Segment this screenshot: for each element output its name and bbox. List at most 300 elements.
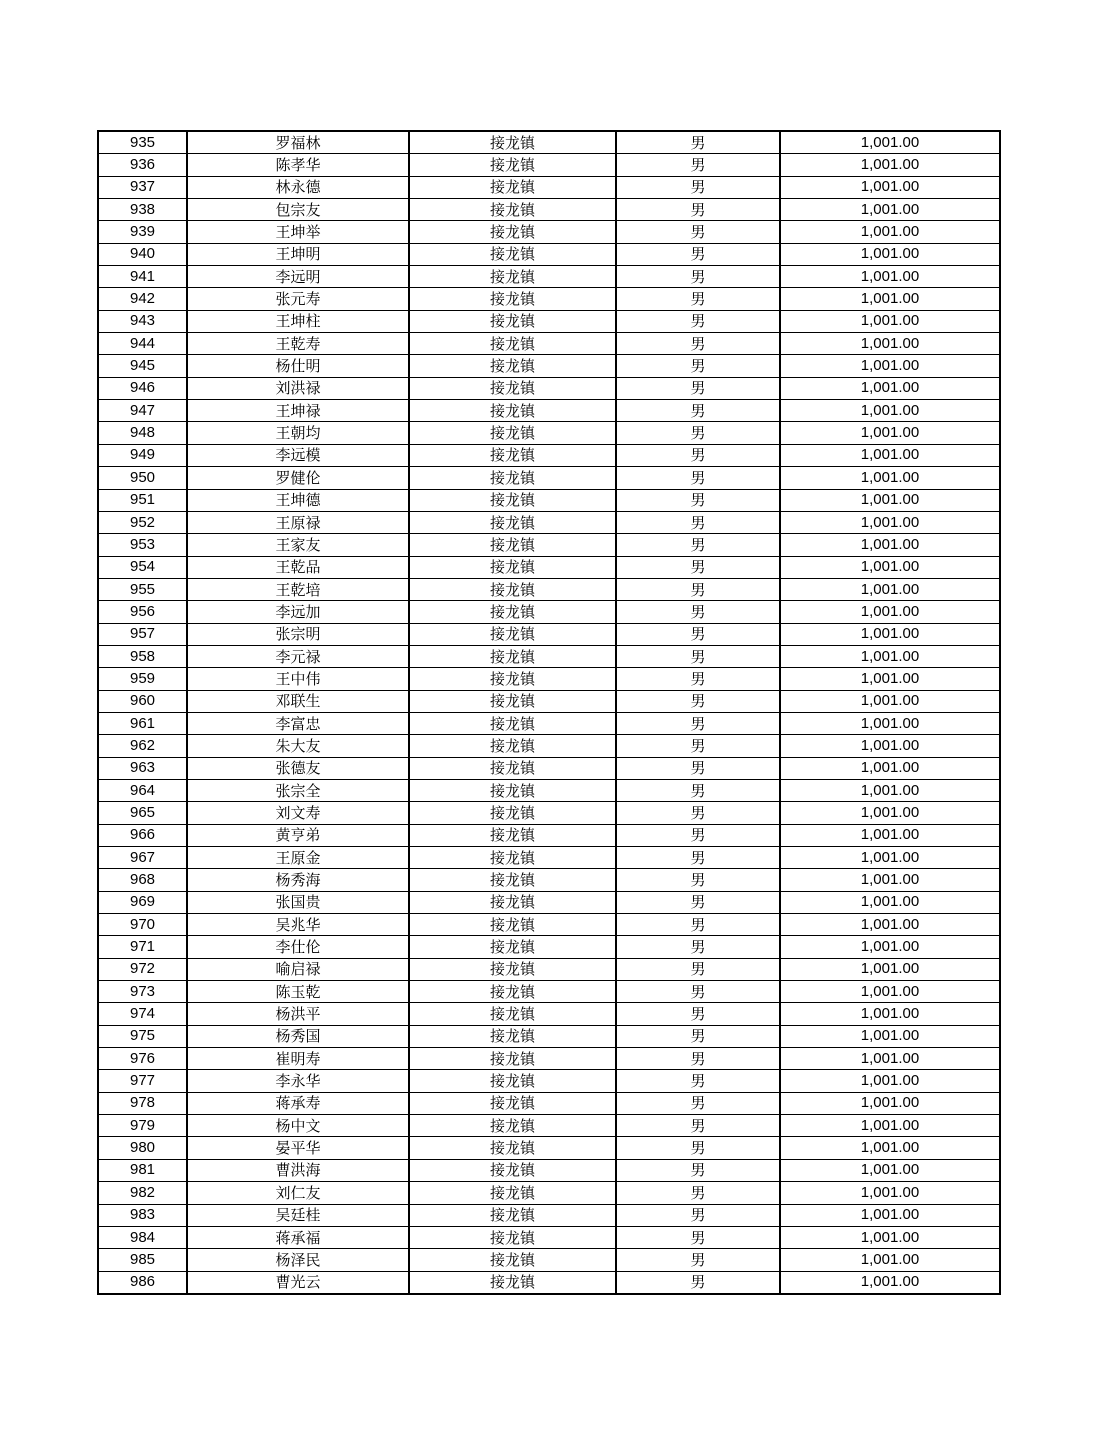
town-cell: 接龙镇 (409, 779, 616, 801)
amount-cell: 1,001.00 (780, 757, 1000, 779)
amount-cell: 1,001.00 (780, 511, 1000, 533)
amount-cell: 1,001.00 (780, 936, 1000, 958)
gender-cell: 男 (616, 377, 780, 399)
name-cell: 李永华 (187, 1070, 409, 1092)
name-cell: 张宗全 (187, 779, 409, 801)
town-cell: 接龙镇 (409, 243, 616, 265)
town-cell: 接龙镇 (409, 377, 616, 399)
row-number-cell: 977 (98, 1070, 187, 1092)
amount-cell: 1,001.00 (780, 1115, 1000, 1137)
town-cell: 接龙镇 (409, 578, 616, 600)
gender-cell: 男 (616, 154, 780, 176)
amount-cell: 1,001.00 (780, 489, 1000, 511)
table-row (98, 266, 1000, 288)
table-row (98, 802, 1000, 824)
row-number-cell: 978 (98, 1092, 187, 1114)
table-row (98, 1271, 1000, 1294)
name-cell: 崔明寿 (187, 1048, 409, 1070)
amount-cell: 1,001.00 (780, 1182, 1000, 1204)
town-cell: 接龙镇 (409, 310, 616, 332)
row-number-cell: 942 (98, 288, 187, 310)
amount-cell: 1,001.00 (780, 243, 1000, 265)
row-number-cell: 950 (98, 467, 187, 489)
town-cell: 接龙镇 (409, 936, 616, 958)
amount-cell: 1,001.00 (780, 1226, 1000, 1248)
town-cell: 接龙镇 (409, 422, 616, 444)
row-number-cell: 962 (98, 735, 187, 757)
amount-cell: 1,001.00 (780, 779, 1000, 801)
row-number-cell: 974 (98, 1003, 187, 1025)
town-cell: 接龙镇 (409, 1092, 616, 1114)
row-number-cell: 957 (98, 623, 187, 645)
table-row (98, 400, 1000, 422)
amount-cell: 1,001.00 (780, 221, 1000, 243)
town-cell: 接龙镇 (409, 1249, 616, 1271)
name-cell: 张宗明 (187, 623, 409, 645)
table-row (98, 1092, 1000, 1114)
table-row (98, 1249, 1000, 1271)
name-cell: 王乾寿 (187, 333, 409, 355)
town-cell: 接龙镇 (409, 958, 616, 980)
town-cell: 接龙镇 (409, 154, 616, 176)
table-row (98, 958, 1000, 980)
gender-cell: 男 (616, 131, 780, 154)
name-cell: 包宗友 (187, 199, 409, 221)
amount-cell: 1,001.00 (780, 869, 1000, 891)
gender-cell: 男 (616, 288, 780, 310)
name-cell: 王原金 (187, 847, 409, 869)
row-number-cell: 940 (98, 243, 187, 265)
amount-cell: 1,001.00 (780, 199, 1000, 221)
table-row (98, 869, 1000, 891)
town-cell: 接龙镇 (409, 869, 616, 891)
table-row (98, 623, 1000, 645)
table-row (98, 467, 1000, 489)
row-number-cell: 944 (98, 333, 187, 355)
gender-cell: 男 (616, 1137, 780, 1159)
table-row (98, 1003, 1000, 1025)
name-cell: 王乾品 (187, 556, 409, 578)
town-cell: 接龙镇 (409, 1159, 616, 1181)
table-row (98, 757, 1000, 779)
name-cell: 张国贵 (187, 891, 409, 913)
amount-cell: 1,001.00 (780, 1092, 1000, 1114)
table-row (98, 601, 1000, 623)
gender-cell: 男 (616, 690, 780, 712)
gender-cell: 男 (616, 735, 780, 757)
amount-cell: 1,001.00 (780, 914, 1000, 936)
gender-cell: 男 (616, 891, 780, 913)
name-cell: 杨中文 (187, 1115, 409, 1137)
name-cell: 王坤举 (187, 221, 409, 243)
gender-cell: 男 (616, 467, 780, 489)
gender-cell: 男 (616, 802, 780, 824)
table-row (98, 1204, 1000, 1226)
gender-cell: 男 (616, 847, 780, 869)
name-cell: 晏平华 (187, 1137, 409, 1159)
gender-cell: 男 (616, 1226, 780, 1248)
amount-cell: 1,001.00 (780, 690, 1000, 712)
table-row (98, 1137, 1000, 1159)
amount-cell: 1,001.00 (780, 1070, 1000, 1092)
gender-cell: 男 (616, 1025, 780, 1047)
name-cell: 王坤柱 (187, 310, 409, 332)
town-cell: 接龙镇 (409, 712, 616, 734)
name-cell: 陈玉乾 (187, 981, 409, 1003)
name-cell: 李富忠 (187, 712, 409, 734)
gender-cell: 男 (616, 176, 780, 198)
row-number-cell: 966 (98, 824, 187, 846)
table-row (98, 891, 1000, 913)
gender-cell: 男 (616, 1003, 780, 1025)
name-cell: 吴兆华 (187, 914, 409, 936)
name-cell: 李仕伦 (187, 936, 409, 958)
town-cell: 接龙镇 (409, 668, 616, 690)
gender-cell: 男 (616, 712, 780, 734)
row-number-cell: 953 (98, 534, 187, 556)
name-cell: 王坤德 (187, 489, 409, 511)
amount-cell: 1,001.00 (780, 355, 1000, 377)
name-cell: 李元禄 (187, 645, 409, 667)
gender-cell: 男 (616, 779, 780, 801)
amount-cell: 1,001.00 (780, 645, 1000, 667)
row-number-cell: 982 (98, 1182, 187, 1204)
name-cell: 朱大友 (187, 735, 409, 757)
row-number-cell: 972 (98, 958, 187, 980)
gender-cell: 男 (616, 199, 780, 221)
gender-cell: 男 (616, 757, 780, 779)
town-cell: 接龙镇 (409, 802, 616, 824)
gender-cell: 男 (616, 1092, 780, 1114)
gender-cell: 男 (616, 958, 780, 980)
table-row (98, 668, 1000, 690)
name-cell: 刘仁友 (187, 1182, 409, 1204)
gender-cell: 男 (616, 534, 780, 556)
amount-cell: 1,001.00 (780, 578, 1000, 600)
amount-cell: 1,001.00 (780, 154, 1000, 176)
name-cell: 李远模 (187, 444, 409, 466)
name-cell: 杨秀海 (187, 869, 409, 891)
name-cell: 王朝均 (187, 422, 409, 444)
row-number-cell: 984 (98, 1226, 187, 1248)
table-body (98, 131, 1000, 1294)
name-cell: 杨洪平 (187, 1003, 409, 1025)
gender-cell: 男 (616, 243, 780, 265)
table-row (98, 1048, 1000, 1070)
town-cell: 接龙镇 (409, 1226, 616, 1248)
row-number-cell: 963 (98, 757, 187, 779)
name-cell: 杨仕明 (187, 355, 409, 377)
name-cell: 罗福林 (187, 131, 409, 154)
row-number-cell: 979 (98, 1115, 187, 1137)
table-row (98, 310, 1000, 332)
table-row (98, 288, 1000, 310)
amount-cell: 1,001.00 (780, 288, 1000, 310)
town-cell: 接龙镇 (409, 131, 616, 154)
row-number-cell: 983 (98, 1204, 187, 1226)
amount-cell: 1,001.00 (780, 1159, 1000, 1181)
name-cell: 杨泽民 (187, 1249, 409, 1271)
row-number-cell: 985 (98, 1249, 187, 1271)
row-number-cell: 976 (98, 1048, 187, 1070)
gender-cell: 男 (616, 556, 780, 578)
amount-cell: 1,001.00 (780, 1271, 1000, 1294)
town-cell: 接龙镇 (409, 534, 616, 556)
table-row (98, 1025, 1000, 1047)
gender-cell: 男 (616, 668, 780, 690)
town-cell: 接龙镇 (409, 735, 616, 757)
gender-cell: 男 (616, 1048, 780, 1070)
amount-cell: 1,001.00 (780, 534, 1000, 556)
gender-cell: 男 (616, 422, 780, 444)
row-number-cell: 946 (98, 377, 187, 399)
name-cell: 王乾培 (187, 578, 409, 600)
gender-cell: 男 (616, 511, 780, 533)
town-cell: 接龙镇 (409, 511, 616, 533)
row-number-cell: 968 (98, 869, 187, 891)
town-cell: 接龙镇 (409, 1204, 616, 1226)
table-row (98, 914, 1000, 936)
name-cell: 罗健伦 (187, 467, 409, 489)
row-number-cell: 969 (98, 891, 187, 913)
table-row (98, 176, 1000, 198)
row-number-cell: 948 (98, 422, 187, 444)
gender-cell: 男 (616, 444, 780, 466)
town-cell: 接龙镇 (409, 1271, 616, 1294)
amount-cell: 1,001.00 (780, 467, 1000, 489)
row-number-cell: 935 (98, 131, 187, 154)
town-cell: 接龙镇 (409, 623, 616, 645)
table-row (98, 556, 1000, 578)
town-cell: 接龙镇 (409, 601, 616, 623)
table-row (98, 690, 1000, 712)
row-number-cell: 938 (98, 199, 187, 221)
gender-cell: 男 (616, 400, 780, 422)
row-number-cell: 951 (98, 489, 187, 511)
amount-cell: 1,001.00 (780, 377, 1000, 399)
gender-cell: 男 (616, 981, 780, 1003)
amount-cell: 1,001.00 (780, 981, 1000, 1003)
amount-cell: 1,001.00 (780, 958, 1000, 980)
name-cell: 张德友 (187, 757, 409, 779)
gender-cell: 男 (616, 355, 780, 377)
table-row (98, 444, 1000, 466)
row-number-cell: 952 (98, 511, 187, 533)
row-number-cell: 939 (98, 221, 187, 243)
gender-cell: 男 (616, 1115, 780, 1137)
table-row (98, 936, 1000, 958)
table-row (98, 333, 1000, 355)
town-cell: 接龙镇 (409, 221, 616, 243)
gender-cell: 男 (616, 1271, 780, 1294)
amount-cell: 1,001.00 (780, 1003, 1000, 1025)
gender-cell: 男 (616, 1204, 780, 1226)
gender-cell: 男 (616, 1070, 780, 1092)
table-row (98, 712, 1000, 734)
name-cell: 刘文寿 (187, 802, 409, 824)
table-row (98, 511, 1000, 533)
data-table (97, 130, 1001, 1295)
name-cell: 邓联生 (187, 690, 409, 712)
row-number-cell: 958 (98, 645, 187, 667)
name-cell: 蒋承福 (187, 1226, 409, 1248)
gender-cell: 男 (616, 266, 780, 288)
town-cell: 接龙镇 (409, 847, 616, 869)
town-cell: 接龙镇 (409, 1003, 616, 1025)
name-cell: 王中伟 (187, 668, 409, 690)
town-cell: 接龙镇 (409, 333, 616, 355)
name-cell: 蒋承寿 (187, 1092, 409, 1114)
gender-cell: 男 (616, 310, 780, 332)
gender-cell: 男 (616, 824, 780, 846)
row-number-cell: 961 (98, 712, 187, 734)
town-cell: 接龙镇 (409, 400, 616, 422)
name-cell: 王坤明 (187, 243, 409, 265)
name-cell: 曹洪海 (187, 1159, 409, 1181)
town-cell: 接龙镇 (409, 444, 616, 466)
table-row (98, 422, 1000, 444)
amount-cell: 1,001.00 (780, 310, 1000, 332)
table-row (98, 824, 1000, 846)
town-cell: 接龙镇 (409, 1025, 616, 1047)
row-number-cell: 981 (98, 1159, 187, 1181)
table-row (98, 1226, 1000, 1248)
row-number-cell: 960 (98, 690, 187, 712)
name-cell: 喻启禄 (187, 958, 409, 980)
table-row (98, 645, 1000, 667)
town-cell: 接龙镇 (409, 467, 616, 489)
table-row (98, 981, 1000, 1003)
row-number-cell: 947 (98, 400, 187, 422)
table-row (98, 578, 1000, 600)
table-row (98, 1182, 1000, 1204)
row-number-cell: 980 (98, 1137, 187, 1159)
table-row (98, 154, 1000, 176)
amount-cell: 1,001.00 (780, 422, 1000, 444)
table-row (98, 1070, 1000, 1092)
town-cell: 接龙镇 (409, 288, 616, 310)
town-cell: 接龙镇 (409, 199, 616, 221)
gender-cell: 男 (616, 1159, 780, 1181)
name-cell: 吴廷桂 (187, 1204, 409, 1226)
row-number-cell: 936 (98, 154, 187, 176)
row-number-cell: 964 (98, 779, 187, 801)
gender-cell: 男 (616, 489, 780, 511)
row-number-cell: 949 (98, 444, 187, 466)
town-cell: 接龙镇 (409, 824, 616, 846)
row-number-cell: 970 (98, 914, 187, 936)
amount-cell: 1,001.00 (780, 1137, 1000, 1159)
amount-cell: 1,001.00 (780, 601, 1000, 623)
amount-cell: 1,001.00 (780, 735, 1000, 757)
table-row (98, 243, 1000, 265)
amount-cell: 1,001.00 (780, 1249, 1000, 1271)
gender-cell: 男 (616, 645, 780, 667)
table-row (98, 779, 1000, 801)
gender-cell: 男 (616, 601, 780, 623)
amount-cell: 1,001.00 (780, 400, 1000, 422)
table-row (98, 1159, 1000, 1181)
row-number-cell: 937 (98, 176, 187, 198)
town-cell: 接龙镇 (409, 1048, 616, 1070)
amount-cell: 1,001.00 (780, 623, 1000, 645)
town-cell: 接龙镇 (409, 266, 616, 288)
table-row (98, 377, 1000, 399)
name-cell: 李远明 (187, 266, 409, 288)
name-cell: 曹光云 (187, 1271, 409, 1294)
gender-cell: 男 (616, 1249, 780, 1271)
table-row (98, 221, 1000, 243)
table-row (98, 489, 1000, 511)
gender-cell: 男 (616, 221, 780, 243)
table-row (98, 131, 1000, 154)
town-cell: 接龙镇 (409, 355, 616, 377)
name-cell: 黄亨弟 (187, 824, 409, 846)
name-cell: 刘洪禄 (187, 377, 409, 399)
town-cell: 接龙镇 (409, 914, 616, 936)
amount-cell: 1,001.00 (780, 802, 1000, 824)
table-row (98, 199, 1000, 221)
town-cell: 接龙镇 (409, 690, 616, 712)
table-row (98, 1115, 1000, 1137)
amount-cell: 1,001.00 (780, 847, 1000, 869)
row-number-cell: 986 (98, 1271, 187, 1294)
amount-cell: 1,001.00 (780, 266, 1000, 288)
name-cell: 陈孝华 (187, 154, 409, 176)
name-cell: 王原禄 (187, 511, 409, 533)
gender-cell: 男 (616, 914, 780, 936)
town-cell: 接龙镇 (409, 981, 616, 1003)
amount-cell: 1,001.00 (780, 333, 1000, 355)
amount-cell: 1,001.00 (780, 444, 1000, 466)
amount-cell: 1,001.00 (780, 824, 1000, 846)
row-number-cell: 945 (98, 355, 187, 377)
amount-cell: 1,001.00 (780, 891, 1000, 913)
town-cell: 接龙镇 (409, 1115, 616, 1137)
table-row (98, 355, 1000, 377)
town-cell: 接龙镇 (409, 1182, 616, 1204)
town-cell: 接龙镇 (409, 176, 616, 198)
amount-cell: 1,001.00 (780, 131, 1000, 154)
row-number-cell: 954 (98, 556, 187, 578)
table-row (98, 534, 1000, 556)
row-number-cell: 955 (98, 578, 187, 600)
name-cell: 李远加 (187, 601, 409, 623)
row-number-cell: 941 (98, 266, 187, 288)
name-cell: 张元寿 (187, 288, 409, 310)
town-cell: 接龙镇 (409, 556, 616, 578)
row-number-cell: 975 (98, 1025, 187, 1047)
row-number-cell: 973 (98, 981, 187, 1003)
gender-cell: 男 (616, 333, 780, 355)
name-cell: 林永德 (187, 176, 409, 198)
gender-cell: 男 (616, 936, 780, 958)
amount-cell: 1,001.00 (780, 556, 1000, 578)
town-cell: 接龙镇 (409, 645, 616, 667)
row-number-cell: 971 (98, 936, 187, 958)
row-number-cell: 943 (98, 310, 187, 332)
row-number-cell: 956 (98, 601, 187, 623)
name-cell: 王家友 (187, 534, 409, 556)
amount-cell: 1,001.00 (780, 1025, 1000, 1047)
amount-cell: 1,001.00 (780, 176, 1000, 198)
gender-cell: 男 (616, 578, 780, 600)
row-number-cell: 959 (98, 668, 187, 690)
gender-cell: 男 (616, 1182, 780, 1204)
town-cell: 接龙镇 (409, 489, 616, 511)
name-cell: 王坤禄 (187, 400, 409, 422)
amount-cell: 1,001.00 (780, 668, 1000, 690)
